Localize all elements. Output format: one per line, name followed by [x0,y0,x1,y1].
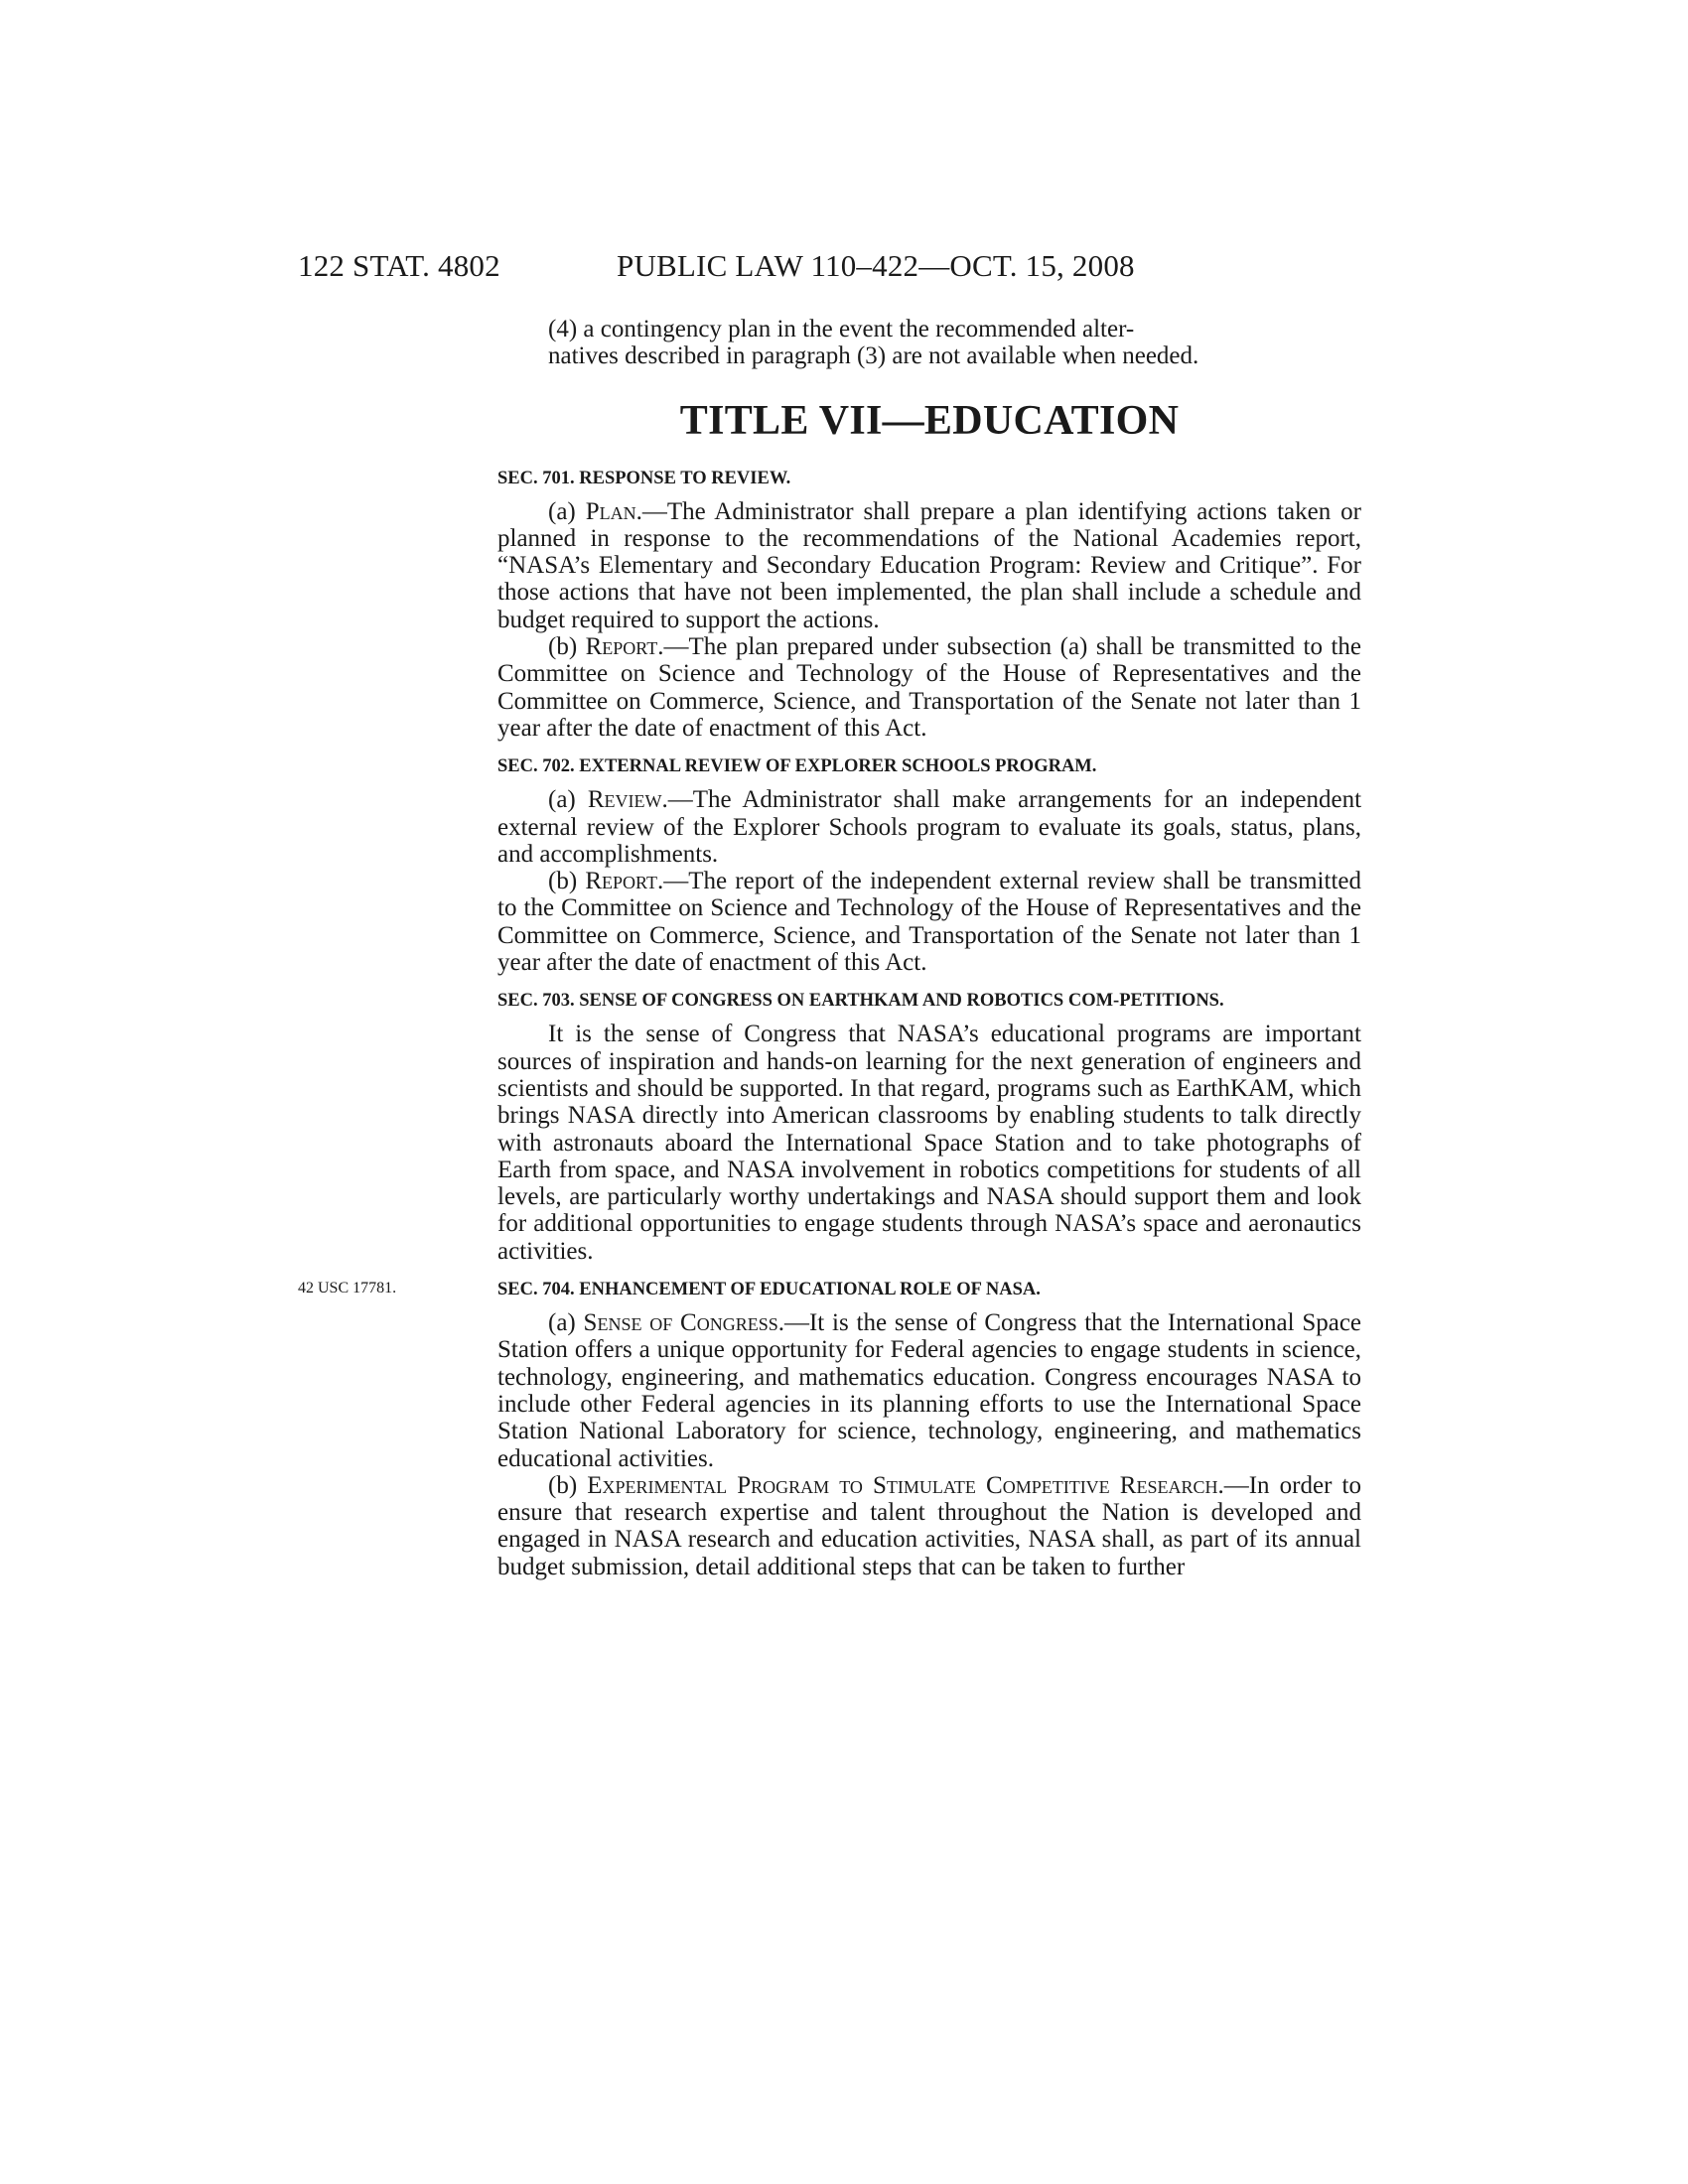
subsection-text: .—The Administrator shall make arrangements for an independent external review of the Explorer Schools program to evaluate its goals, status, plans, and accomplishments. [497,786,1362,868]
subsection-text: .—In order to ensure that research expertise and talent throughout the Nation is developed and engaged in NASA research and education activities, NASA shall, as part of its annual budget submission, detail additional steps that can be taken to further [497,1471,1361,1580]
subsection-heading: Experimental Program to Stimulate Competitive Research [587,1471,1218,1499]
subsection-heading: Sense of Congress [583,1309,778,1337]
subsection-text: .—It is the sense of Congress that the International Space Station offers a unique opportunity for Federal agencies to engage students in science, technology, engineering, and mathematics education. Congress encourages NASA to include other Federal agencies in its planning efforts to use the International Space Station National Laboratory for science, technology, engineering, and mathematics educational activities. [497,1309,1362,1472]
stat-page-number: 122 STAT. 4802 [298,248,500,283]
subsection-text: .—The report of the independent external review shall be transmitted to the Committee on Science and Technology of the House of Representatives and the Committee on Commerce, Science, and Transportation of the Senate not later than 1 year after the date of enactment of this Act. [497,868,1361,977]
title-heading: TITLE VII—EDUCATION [679,397,1180,444]
subsection-paragraph [497,786,1361,868]
subsection-prefix: (b) [548,1471,588,1499]
section-heading: SEC. 703. SENSE OF CONGRESS ON EARTHKAM AND ROBOTICS COM-PETITIONS. [497,991,1224,1012]
public-law-header: PUBLIC LAW 110–422—OCT. 15, 2008 [617,248,1135,283]
subsection-prefix: (b) [548,868,586,895]
opening-paragraph-line1: (4) a contingency plan in the event the recommended alter- [548,316,1135,342]
subsection-heading: Report [585,633,658,661]
section-heading: SEC. 702. EXTERNAL REVIEW OF EXPLORER SCHOOLS PROGRAM. [497,756,1097,777]
subsection-text: .—The Administrator shall prepare a plan identifying actions taken or planned in response to the recommendations of the National Academies report, “NASA’s Elementary and Secondary Education Program: Review and Critique”. For those actions that have not been implemented, the plan shall include a schedule and budget required to support the actions. [497,497,1361,633]
subsection-paragraph [497,1309,1361,1472]
subsection-paragraph [497,1472,1361,1580]
subsection-heading: Review [587,786,662,814]
section-paragraph: It is the sense of Congress that NASA’s educational programs are important sources of inspiration and hands-on learning for the next generation of engineers and scientists and should be supported. In that regard, programs such as EarthKAM, which brings NASA directly into American classrooms by enabling students to talk directly with astronauts aboard the International Space Station and to take photographs of Earth from space, and NASA involvement in robotics competitions for students of all levels, are particularly worthy undertakings and NASA should support them and look for additional opportunities to engage students through NASA’s space and aeronautics activities. [497,1021,1361,1265]
subsection-prefix: (b) [548,633,586,661]
subsection-prefix: (a) [548,497,586,525]
usc-margin-note: 42 USC 17781. [298,1280,397,1297]
subsection-paragraph [497,498,1361,633]
document-body [497,316,1361,1580]
opening-paragraph-rest: natives described in paragraph (3) are not available when needed. [548,342,1199,370]
subsection-paragraph [497,633,1361,742]
subsection-text: .—The plan prepared under subsection (a) shall be transmitted to the Committee on Science and Technology of the House of Representatives and the Committee on Commerce, Science, and Transportation of the Senate not later than 1 year after the date of enactment of this Act. [497,633,1361,742]
subsection-heading: Plan [585,497,636,525]
section-heading: SEC. 701. RESPONSE TO REVIEW. [497,468,791,488]
subsection-paragraph [497,868,1361,976]
subsection-prefix: (a) [548,786,588,814]
section-heading: SEC. 704. ENHANCEMENT OF EDUCATIONAL ROLE OF NASA. [497,1280,1041,1300]
subsection-prefix: (a) [548,1309,584,1337]
subsection-heading: Report [585,868,657,895]
